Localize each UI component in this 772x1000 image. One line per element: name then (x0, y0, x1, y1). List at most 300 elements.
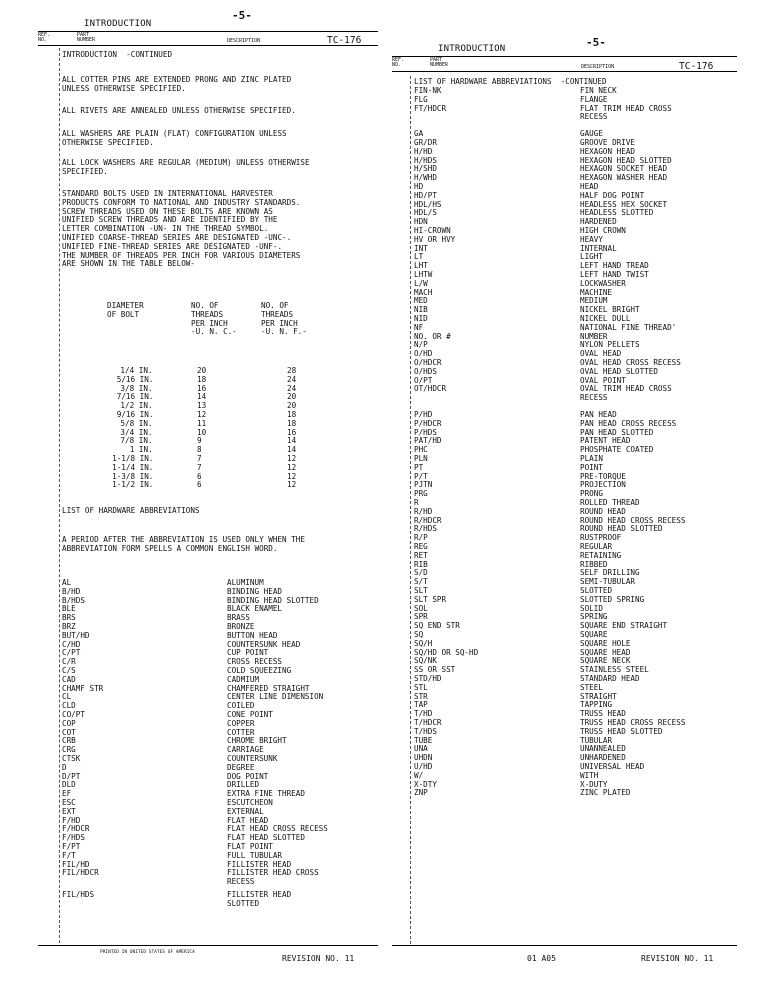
abbrev-code: O/PT (414, 374, 433, 385)
thread-unf-cell: 16 (287, 426, 297, 437)
abbrev-description: PAN HEAD (580, 409, 617, 419)
abbrev-description: OVAL HEAD SLOTTED (580, 365, 658, 376)
abbrev-code: R/P (414, 532, 428, 543)
left-footer-rule (38, 945, 378, 946)
abbrev-description: SLOTTED (580, 585, 613, 595)
thread-diameter-cell: 5/16 IN. (116, 373, 153, 384)
abbrev-description: COUNTERSUNK HEAD (227, 638, 301, 649)
abbrev-code: PAT/HD (414, 435, 442, 446)
abbrev-description: FULL TUBULAR (227, 849, 283, 860)
abbrev-description: TRUSS HEAD (580, 708, 626, 719)
abbrev-description: COILED (227, 700, 255, 711)
thread-unc-cell: 6 (197, 470, 202, 481)
right-footer-revision: REVISION NO. 11 (641, 954, 714, 963)
abbrev-description: WITH (580, 769, 599, 780)
abbrev-description: BINDING HEAD SLOTTED (227, 594, 319, 605)
abbrev-code: SPR (414, 611, 428, 622)
thread-diameter-cell: 1-1/8 IN. (111, 453, 153, 463)
abbrev-description: REGULAR (580, 541, 613, 551)
abbrev-code: PRG (414, 488, 428, 499)
thread-unf-cell: 24 (287, 373, 297, 384)
abbrev-description: TRUSS HEAD CROSS RECESS (580, 717, 686, 727)
thread-unf-cell: 20 (287, 391, 297, 402)
abbrev-description: GAUGE (580, 128, 603, 139)
abbrev-code: REG (414, 541, 428, 551)
abbrev-description: BINDING HEAD (227, 585, 283, 596)
abbrev-code: H/WHD (414, 172, 437, 183)
abbrev-description: OVAL HEAD CROSS RECESS (580, 357, 681, 367)
abbrev-description: HARDENED (580, 216, 617, 227)
left-abbrev-note: A PERIOD AFTER THE ABBREVIATION IS USED ONLY WHEN THE ABBREVIATION FORM SPELLS A COMMON ENGLISH WORD. (62, 534, 305, 553)
abbrev-code: D/PT (62, 770, 81, 781)
abbrev-code: COT (62, 726, 76, 737)
thread-unf-cell: 12 (287, 479, 297, 490)
abbrev-description: DOG POINT (227, 770, 269, 781)
abbrev-code: R/HDS (414, 523, 437, 534)
abbrev-description: OVAL TRIM HEAD CROSS RECESS (580, 383, 672, 403)
abbrev-description: TRUSS HEAD SLOTTED (580, 725, 663, 736)
abbrev-code: SLT SPR (414, 593, 447, 604)
thread-diameter-cell: 1 IN. (130, 444, 153, 455)
abbrev-code: ESC (62, 797, 76, 807)
abbrev-code: HI-CROWN (414, 225, 451, 235)
abbrev-description: NICKEL DULL (580, 313, 631, 323)
abbrev-code: CTSK (62, 753, 81, 763)
thread-unf-cell: 18 (287, 417, 297, 428)
abbrev-code: SQ/NK (414, 655, 437, 666)
thread-unc-cell: 12 (197, 409, 207, 419)
abbrev-description: CADMIUM (227, 673, 260, 684)
abbrev-description: SQUARE (580, 629, 608, 639)
abbrev-code: HDN (414, 216, 428, 227)
abbrev-code: BRS (62, 612, 76, 623)
abbrev-description: COPPER (227, 717, 255, 728)
abbrev-description: CUP POINT (227, 647, 269, 658)
abbrev-description: ALUMINUM (227, 577, 264, 587)
thread-diameter-cell: 7/16 IN. (116, 391, 153, 402)
abbrev-code: RET (414, 549, 428, 560)
thread-unc-cell: 10 (197, 426, 207, 437)
abbrev-code: R/HD (414, 505, 433, 516)
abbrev-description: SQUARE END STRAIGHT (580, 620, 668, 631)
abbrev-description: DEGREE (227, 761, 255, 772)
abbrev-code: CLD (62, 700, 76, 711)
abbrev-description: BUTTON HEAD (227, 629, 278, 640)
abbrev-description: COUNTERSUNK (227, 753, 278, 763)
abbrev-description: LIGHT (580, 251, 603, 262)
abbrev-description: OVAL HEAD (580, 348, 622, 359)
abbrev-description: ROUND HEAD SLOTTED (580, 523, 663, 534)
thread-unc-cell: 7 (197, 453, 202, 463)
abbrev-description: FLAT HEAD (227, 814, 269, 825)
abbrev-code: H/HD (414, 145, 433, 156)
abbrev-code: PT (414, 461, 424, 472)
abbrev-code: STR (414, 690, 428, 701)
right-section-title: INTRODUCTION (438, 44, 506, 54)
thread-diameter-cell: 1/2 IN. (120, 400, 153, 411)
right-margin-rule (410, 76, 411, 944)
abbrev-description: PHOSPHATE COATED (580, 444, 654, 455)
abbrev-description: SELF DRILLING (580, 567, 640, 578)
abbrev-code: NID (414, 313, 428, 323)
abbrev-code: GR/DR (414, 137, 437, 147)
abbrev-description: RETAINING (580, 549, 622, 560)
abbrev-code: NO. OR # (414, 330, 451, 341)
abbrev-description: INTERNAL (580, 242, 617, 253)
abbrev-description: UNHARDENED (580, 752, 626, 763)
right-continued-heading: LIST OF HARDWARE ABBREVIATIONS -CONTINUED (414, 76, 607, 86)
right-desc-label: DESCRIPTION (581, 64, 615, 70)
thread-unc-cell: 14 (197, 391, 207, 402)
abbrev-code: COP (62, 717, 76, 728)
abbrev-code: W/ (414, 769, 424, 780)
abbrev-code: TUBE (414, 734, 433, 745)
abbrev-description: SQUARE HOLE (580, 637, 631, 648)
thread-unf-cell: 12 (287, 470, 297, 481)
abbrev-code: T/HDS (414, 725, 437, 736)
abbrev-code: SS OR SST (414, 664, 456, 675)
abbrev-description: PROJECTION (580, 479, 626, 490)
thread-diameter-cell: 1-1/2 IN. (111, 479, 153, 490)
abbrev-code: OT/HDCR (414, 383, 447, 394)
thread-diameter-cell: 9/16 IN. (116, 409, 153, 419)
right-ref-label: REF. NO. (392, 57, 405, 68)
abbrev-code: HDL/S (414, 207, 437, 218)
abbrev-code: TAP (414, 699, 428, 710)
abbrev-description: HIGH CROWN (580, 225, 626, 235)
abbrev-description: FLANGE (580, 93, 608, 104)
right-doc-code: TC-176 (679, 61, 714, 72)
left-header-rule-bottom (38, 45, 378, 46)
abbrev-description: HEADLESS SLOTTED (580, 207, 654, 218)
abbrev-description: STAINLESS STEEL (580, 664, 649, 675)
abbrev-code: R/HDCR (414, 514, 442, 525)
abbrev-description: SLOTTED SPRING (580, 593, 645, 604)
abbrev-code: FLG (414, 93, 428, 104)
abbrev-code: F/HD (62, 814, 81, 825)
abbrev-description: FILLISTER HEAD (227, 858, 292, 869)
thread-unc-cell: 11 (197, 417, 207, 428)
abbrev-description: FLAT POINT (227, 841, 273, 851)
thread-table-header-unc: NO. OF THREADS PER INCH -U. N. C.- (191, 300, 237, 337)
abbrev-code: BUT/HD (62, 629, 90, 640)
right-footer-code: 01 A05 (527, 954, 556, 963)
left-note-rivets: ALL RIVETS ARE ANNEALED UNLESS OTHERWISE SPECIFIED. (62, 105, 296, 115)
abbrev-description: ROUND HEAD (580, 505, 626, 516)
right-header-rule-bottom (392, 71, 737, 72)
abbrev-description: LEFT HAND TREAD (580, 260, 649, 271)
abbrev-description: FLAT HEAD CROSS RECESS (227, 823, 328, 834)
abbrev-description: EXTRA FINE THREAD (227, 788, 305, 799)
abbrev-code: P/T (414, 470, 428, 481)
abbrev-code: FIL/HDCR (62, 867, 99, 878)
abbrev-code: O/HDS (414, 365, 437, 376)
abbrev-description: SQUARE NECK (580, 655, 631, 666)
abbrev-description: MACHINE (580, 286, 613, 297)
thread-table-header-unf: NO. OF THREADS PER INCH -U. N. F.- (261, 300, 307, 337)
abbrev-description: BRASS (227, 612, 250, 623)
abbrev-code: C/HD (62, 638, 81, 649)
thread-unc-cell: 6 (197, 479, 202, 490)
abbrev-code: STD/HD (414, 673, 442, 683)
abbrev-description: COTTER (227, 726, 255, 737)
abbrev-code: F/HDS (62, 832, 85, 843)
left-page-number: -5- (232, 9, 252, 22)
abbrev-code: HD/PT (414, 189, 437, 200)
right-page-number: -5- (586, 36, 606, 49)
abbrev-code: X-DTY (414, 778, 437, 789)
abbrev-code: DLD (62, 779, 76, 790)
abbrev-code: EXT (62, 805, 76, 816)
abbrev-description: STANDARD HEAD (580, 673, 640, 683)
abbrev-code: T/HDCR (414, 717, 442, 727)
right-header-rule-top (392, 56, 737, 57)
abbrev-code: CHAMF STR (62, 682, 104, 693)
abbrev-description: FIN NECK (580, 85, 617, 95)
abbrev-description: TUBULAR (580, 734, 613, 745)
abbrev-code: UHDN (414, 752, 433, 763)
abbrev-description: LEFT HAND TWIST (580, 269, 649, 279)
abbrev-code: P/HDCR (414, 417, 442, 428)
abbrev-code: MED (414, 295, 428, 306)
abbrev-description: HALF DOG POINT (580, 189, 645, 200)
abbrev-description: PAN HEAD SLOTTED (580, 426, 654, 437)
abbrev-description: NUMBER (580, 330, 608, 341)
abbrev-code: P/HDS (414, 426, 437, 437)
abbrev-code: PJTN (414, 479, 433, 490)
abbrev-description: NATIONAL FINE THREAD' (580, 321, 677, 332)
abbrev-description: CROSS RECESS (227, 656, 283, 667)
abbrev-code: RIB (414, 558, 428, 569)
abbrev-description: TAPPING (580, 699, 613, 710)
abbrev-description: CONE POINT (227, 709, 273, 719)
abbrev-code: MACH (414, 286, 433, 297)
abbrev-description: ROUND HEAD CROSS RECESS (580, 514, 686, 525)
abbrev-description: HEXAGON SOCKET HEAD (580, 163, 668, 174)
abbrev-code: FIN-NK (414, 85, 442, 95)
abbrev-code: B/HDS (62, 594, 85, 605)
abbrev-code: FIL/HDS (62, 889, 95, 899)
abbrev-description: UNIVERSAL HEAD (580, 761, 645, 771)
left-ref-label: REF. NO. (38, 32, 51, 43)
abbrev-description: CENTER LINE DIMENSION (227, 691, 324, 702)
abbrev-code: NIB (414, 304, 428, 315)
abbrev-description: HEAVY (580, 233, 603, 244)
abbrev-code: R (414, 497, 419, 507)
thread-diameter-cell: 3/8 IN. (120, 382, 153, 393)
abbrev-description: FILLISTER HEAD CROSS RECESS (227, 867, 319, 887)
abbrev-description: FLAT TRIM HEAD CROSS RECESS (580, 102, 672, 122)
abbrev-code: CRG (62, 744, 76, 755)
abbrev-code: PHC (414, 444, 428, 455)
thread-diameter-cell: 5/8 IN. (120, 417, 153, 428)
abbrev-description: PRE-TORQUE (580, 470, 626, 481)
abbrev-code: O/HD (414, 348, 433, 359)
left-footer-revision: REVISION NO. 11 (282, 954, 355, 963)
abbrev-description: HEXAGON WASHER HEAD (580, 172, 668, 183)
thread-unc-cell: 8 (197, 444, 202, 455)
abbrev-code: HD (414, 181, 424, 191)
abbrev-code: SQ/HD OR SQ-HD (414, 646, 479, 657)
abbrev-code: SQ (414, 629, 424, 639)
abbrev-code: AL (62, 577, 72, 587)
thread-diameter-cell: 7/8 IN. (120, 435, 153, 446)
abbrev-code: PLN (414, 453, 428, 463)
abbrev-code: F/T (62, 849, 76, 860)
abbrev-code: S/T (414, 576, 428, 587)
abbrev-code: C/S (62, 665, 76, 675)
abbrev-description: SOLID (580, 602, 603, 613)
abbrev-description: NYLON PELLETS (580, 339, 640, 350)
abbrev-description: SQUARE HEAD (580, 646, 631, 657)
abbrev-description: HEADLESS HEX SOCKET (580, 198, 668, 209)
abbrev-description: X-DUTY (580, 778, 608, 789)
abbrev-description: FLAT HEAD SLOTTED (227, 832, 305, 843)
left-part-label: PART NUMBER (77, 32, 96, 43)
abbrev-description: RIBBED (580, 558, 608, 569)
thread-diameter-cell: 1-1/4 IN. (111, 461, 153, 472)
abbrev-description: ZINC PLATED (580, 787, 631, 798)
abbrev-description: SPRING (580, 611, 608, 622)
thread-unc-cell: 9 (197, 435, 202, 446)
abbrev-description: BRONZE (227, 621, 255, 631)
abbrev-description: PAN HEAD CROSS RECESS (580, 417, 677, 428)
abbrev-code: C/R (62, 656, 76, 667)
abbrev-code: LHT (414, 260, 428, 271)
thread-unf-cell: 12 (287, 461, 297, 472)
abbrev-description: RUSTPROOF (580, 532, 622, 543)
thread-unc-cell: 13 (197, 400, 207, 411)
abbrev-code: H/HDS (414, 154, 437, 165)
abbrev-description: DRILLED (227, 779, 260, 790)
abbrev-code: SOL (414, 602, 428, 613)
abbrev-code: SQ END STR (414, 620, 460, 631)
abbrev-description: PRONG (580, 488, 603, 499)
abbrev-description: CHROME BRIGHT (227, 735, 287, 746)
abbrev-code: GA (414, 128, 424, 139)
abbrev-code: HV OR HVY (414, 233, 456, 244)
left-abbrev-title: LIST OF HARDWARE ABBREVIATIONS (62, 505, 200, 515)
abbrev-description: ROLLED THREAD (580, 497, 640, 507)
abbrev-description: PLAIN (580, 453, 603, 463)
abbrev-description: UNANNEALED (580, 743, 626, 754)
abbrev-code: B/HD (62, 585, 81, 596)
abbrev-code: CRB (62, 735, 76, 746)
abbrev-description: STRAIGHT (580, 690, 617, 701)
abbrev-description: OVAL POINT (580, 374, 626, 385)
abbrev-code: HDL/HS (414, 198, 442, 209)
thread-unc-cell: 18 (197, 373, 207, 384)
abbrev-code: N/P (414, 339, 428, 350)
abbrev-code: LT (414, 251, 424, 262)
abbrev-description: HEXAGON HEAD (580, 145, 636, 156)
abbrev-code: F/PT (62, 841, 81, 851)
abbrev-description: HEXAGON HEAD SLOTTED (580, 154, 672, 165)
left-note-lock-washers: ALL LOCK WASHERS ARE REGULAR (MEDIUM) UNLESS OTHERWISE SPECIFIED. (62, 157, 310, 176)
thread-diameter-cell: 3/4 IN. (120, 426, 153, 437)
abbrev-code: INT (414, 242, 428, 253)
thread-diameter-cell: 1-3/8 IN. (111, 470, 153, 481)
left-doc-code: TC-176 (327, 35, 362, 46)
thread-unf-cell: 14 (287, 444, 297, 455)
abbrev-description: CHAMFERED STRAIGHT (227, 682, 310, 693)
abbrev-description: SEMI-TUBULAR (580, 576, 636, 587)
abbrev-description: MEDIUM (580, 295, 608, 306)
thread-unf-cell: 28 (287, 365, 297, 375)
abbrev-description: EXTERNAL (227, 805, 264, 816)
thread-unc-cell: 20 (197, 365, 207, 375)
abbrev-code: FIL/HD (62, 858, 90, 869)
abbrev-code: BLE (62, 603, 76, 614)
abbrev-description: ESCUTCHEON (227, 797, 273, 807)
abbrev-code: O/HDCR (414, 357, 442, 367)
thread-diameter-cell: 1/4 IN. (120, 365, 153, 375)
left-footer-printed: PRINTED IN UNITED STATES OF AMERICA (100, 950, 195, 955)
abbrev-code: SLT (414, 585, 428, 595)
abbrev-code: EF (62, 788, 72, 799)
abbrev-code: CO/PT (62, 709, 85, 719)
abbrev-description: HEAD (580, 181, 599, 191)
left-desc-label: DESCRIPTION (227, 38, 261, 44)
abbrev-code: D (62, 761, 67, 772)
abbrev-description: FILLISTER HEAD SLOTTED (227, 889, 292, 908)
thread-unc-cell: 7 (197, 461, 202, 472)
abbrev-description: PATENT HEAD (580, 435, 631, 446)
abbrev-code: BRZ (62, 621, 76, 631)
thread-table-header-diameter: DIAMETER OF BOLT (107, 300, 144, 319)
abbrev-description: STEEL (580, 681, 603, 692)
abbrev-code: NF (414, 321, 424, 332)
abbrev-code: ZNP (414, 787, 428, 798)
left-header-rule-top (38, 31, 378, 32)
abbrev-code: LHTW (414, 269, 433, 279)
abbrev-code: L/W (414, 277, 428, 288)
abbrev-code: STL (414, 681, 428, 692)
abbrev-description: COLD SQUEEZING (227, 665, 292, 675)
left-continued-heading: INTRODUCTION -CONTINUED (62, 49, 173, 59)
left-note-washers: ALL WASHERS ARE PLAIN (FLAT) CONFIGURATION UNLESS OTHERWISE SPECIFIED. (62, 128, 287, 147)
right-part-label: PART NUMBER (430, 57, 449, 68)
abbrev-code: F/HDCR (62, 823, 90, 834)
thread-unf-cell: 14 (287, 435, 297, 446)
abbrev-description: CARRIAGE (227, 744, 264, 755)
thread-unf-cell: 24 (287, 382, 297, 393)
abbrev-code: S/D (414, 567, 428, 578)
left-note-cotter-pins: ALL COTTER PINS ARE EXTENDED PRONG AND ZINC PLATED UNLESS OTHERWISE SPECIFIED. (62, 74, 292, 93)
abbrev-description: POINT (580, 461, 603, 472)
abbrev-code: FT/HDCR (414, 102, 447, 113)
abbrev-code: UNA (414, 743, 428, 754)
abbrev-description: GROOVE DRIVE (580, 137, 636, 147)
abbrev-code: CAD (62, 673, 76, 684)
abbrev-code: CL (62, 691, 72, 702)
left-margin-rule (59, 48, 60, 943)
abbrev-code: P/HD (414, 409, 433, 419)
abbrev-description: LOCKWASHER (580, 277, 626, 288)
thread-unc-cell: 16 (197, 382, 207, 393)
abbrev-code: C/PT (62, 647, 81, 658)
left-section-title: INTRODUCTION (84, 19, 152, 29)
thread-unf-cell: 12 (287, 453, 297, 463)
thread-unf-cell: 18 (287, 409, 297, 419)
thread-unf-cell: 20 (287, 400, 297, 411)
abbrev-code: U/HD (414, 761, 433, 771)
right-footer-rule (392, 945, 737, 946)
abbrev-code: T/HD (414, 708, 433, 719)
abbrev-code: H/SHD (414, 163, 437, 174)
left-note-standard-bolts: STANDARD BOLTS USED IN INTERNATIONAL HARVESTER PRODUCTS CONFORM TO NATIONAL AND INDUSTRY STANDARDS. SCREW THREADS USED ON THESE BOLTS ARE KNOWN AS UNIFIED SCREW THREADS AND ARE IDENTIFIED BY THE LETTER COMBINATION -UN- IN THE THREAD SYMBOL. UNIFIED COARSE-THREAD SERIES ARE DESIGNATED -UNC-. UNIFIED FINE-THREAD SERIES ARE DESIGNATED -UNF-. THE NUMBER OF THREADS PER INCH FOR VARIOUS DIAMETERS ARE SHOWN IN THE TABLE BELOW- (62, 188, 301, 269)
abbrev-code: SQ/H (414, 637, 433, 648)
